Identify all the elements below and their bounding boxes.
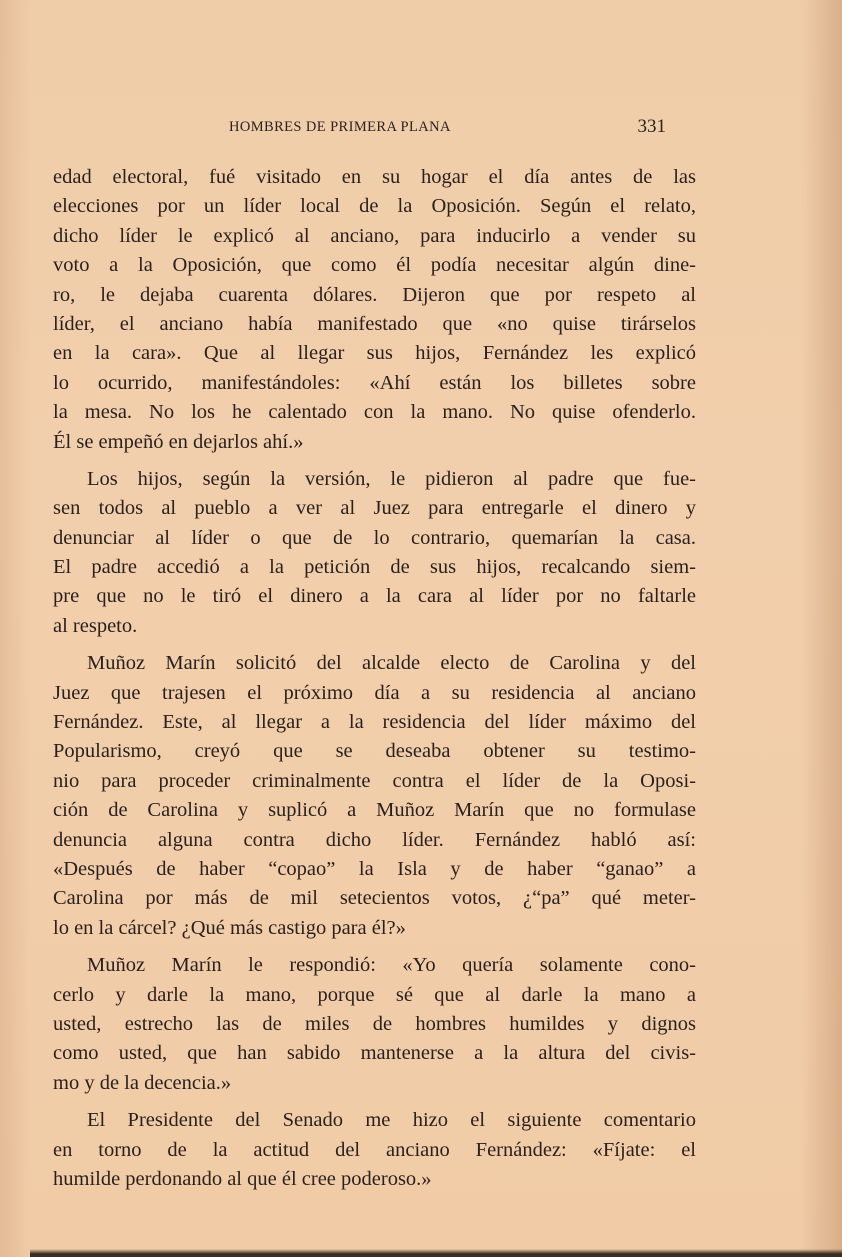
text-line: mo y de la decencia.» <box>53 1071 232 1094</box>
text-line: «Después de haber “copao” la Isla y de haber “ganao” a <box>53 857 696 880</box>
text-line: edad electoral, fué visitado en su hogar el día antes de las <box>53 166 696 188</box>
page-header <box>229 116 666 140</box>
paragraph-3 <box>53 649 696 943</box>
text-line: lo ocurrido, manifestándoles: «Ahí están los billetes sobre <box>53 371 696 394</box>
text-line: ro, le dejaba cuarenta dólares. Dijeron que por respeto al <box>53 283 696 306</box>
text-line: como usted, que han sabido mantenerse a la altura del civis- <box>53 1042 696 1065</box>
text-line: humilde perdonando al que él cree poderoso.» <box>53 1167 432 1190</box>
text-line: El Presidente del Senado me hizo el siguiente comentario <box>87 1109 696 1132</box>
text-line: denunciar al líder o que de lo contrario, quemarían la casa. <box>53 526 696 549</box>
text-line: Los hijos, según la versión, le pidieron al padre que fue- <box>87 467 696 490</box>
text-line: pre que no le tiró el dinero a la cara al líder por no faltarle <box>53 585 696 608</box>
text-line: sen todos al pueblo a ver al Juez para entregarle el dinero y <box>53 497 696 520</box>
page-bottom-edge <box>30 1249 842 1257</box>
body-text <box>53 163 696 1202</box>
text-line: usted, estrecho las de miles de hombres humildes y dignos <box>53 1012 696 1035</box>
text-line: al respeto. <box>53 614 138 637</box>
text-line: Muñoz Marín le respondió: «Yo quería solamente cono- <box>87 954 696 977</box>
text-line: la mesa. No los he calentado con la mano. No quise ofenderlo. <box>53 401 696 424</box>
text-line: líder, el anciano había manifestado que «no quise tirárselos <box>53 312 696 335</box>
text-line: en la cara». Que al llegar sus hijos, Fernández les explicó <box>53 342 696 365</box>
text-line: nio para proceder criminalmente contra el líder de la Oposi- <box>53 769 696 792</box>
text-line: en torno de la actitud del anciano Fernández: «Fíjate: el <box>53 1138 696 1161</box>
text-line: Fernández. Este, al llegar a la residencia del líder máximo del <box>53 711 696 734</box>
text-line: voto a la Oposición, que como él podía necesitar algún dine- <box>53 254 696 277</box>
text-line: Juez que trajesen el próximo día a su residencia al anciano <box>53 681 696 704</box>
text-line: cerlo y darle la mano, porque sé que al darle la mano a <box>53 983 696 1006</box>
text-line: Popularismo, creyó que se deseaba obtener su testimo- <box>53 740 696 763</box>
text-line: Muñoz Marín solicitó del alcalde electo de Carolina y del <box>87 652 696 675</box>
text-line: dicho líder le explicó al anciano, para inducirlo a vender su <box>53 224 696 247</box>
text-line: elecciones por un líder local de la Oposición. Según el relato, <box>53 195 696 218</box>
text-line: ción de Carolina y suplicó a Muñoz Marín que no formulase <box>53 799 696 822</box>
text-line: lo en la cárcel? ¿Qué más castigo para él?» <box>53 916 406 939</box>
text-line: denuncia alguna contra dicho líder. Fernández habló así: <box>53 828 696 851</box>
text-line: Él se empeñó en dejarlos ahí.» <box>53 430 304 453</box>
paragraph-2 <box>53 465 696 641</box>
text-line: El padre accedió a la petición de sus hijos, recalcando siem- <box>53 556 696 579</box>
page-number: 331 <box>637 116 666 137</box>
paragraph-5 <box>53 1106 696 1194</box>
text-line: Carolina por más de mil setecientos votos, ¿“pa” qué meter- <box>53 887 696 910</box>
paragraph-1 <box>53 163 696 457</box>
paragraph-4 <box>53 951 696 1098</box>
running-head: HOMBRES DE PRIMERA PLANA <box>229 119 451 135</box>
